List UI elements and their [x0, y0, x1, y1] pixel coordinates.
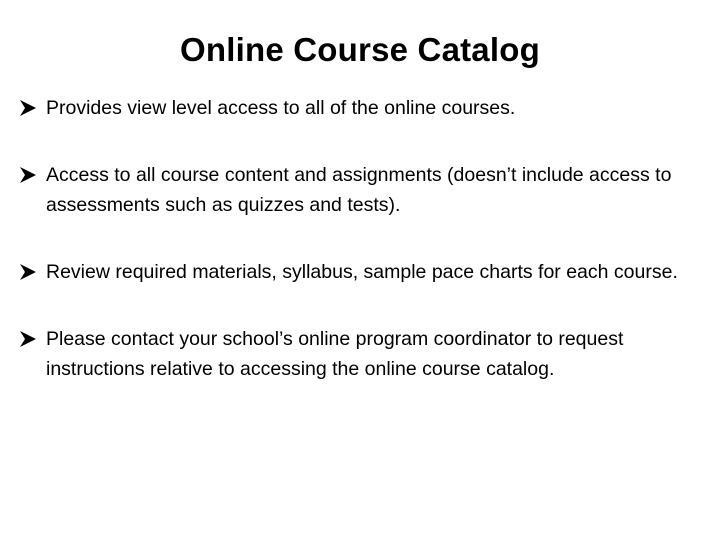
- bullet-text: Access to all course content and assignments (doesn’t include access to assessments such as quizzes and tests).: [46, 164, 672, 216]
- bullet-item: [20, 93, 710, 123]
- slide-title: Online Course Catalog: [180, 31, 540, 68]
- arrow-bullet-icon: [20, 331, 36, 347]
- bullet-item: [20, 324, 710, 384]
- bullet-list: [20, 93, 710, 421]
- arrow-bullet-icon: [20, 264, 36, 280]
- arrow-bullet-icon: [20, 167, 36, 183]
- arrow-bullet-icon: [20, 100, 36, 116]
- bullet-item: [20, 257, 710, 287]
- bullet-text: Please contact your school’s online program coordinator to request instructions relative to accessing the online course catalog.: [46, 328, 624, 380]
- bullet-item: [20, 160, 710, 220]
- bullet-text: Review required materials, syllabus, sample pace charts for each course.: [46, 261, 678, 283]
- bullet-text: Provides view level access to all of the online courses.: [46, 97, 516, 119]
